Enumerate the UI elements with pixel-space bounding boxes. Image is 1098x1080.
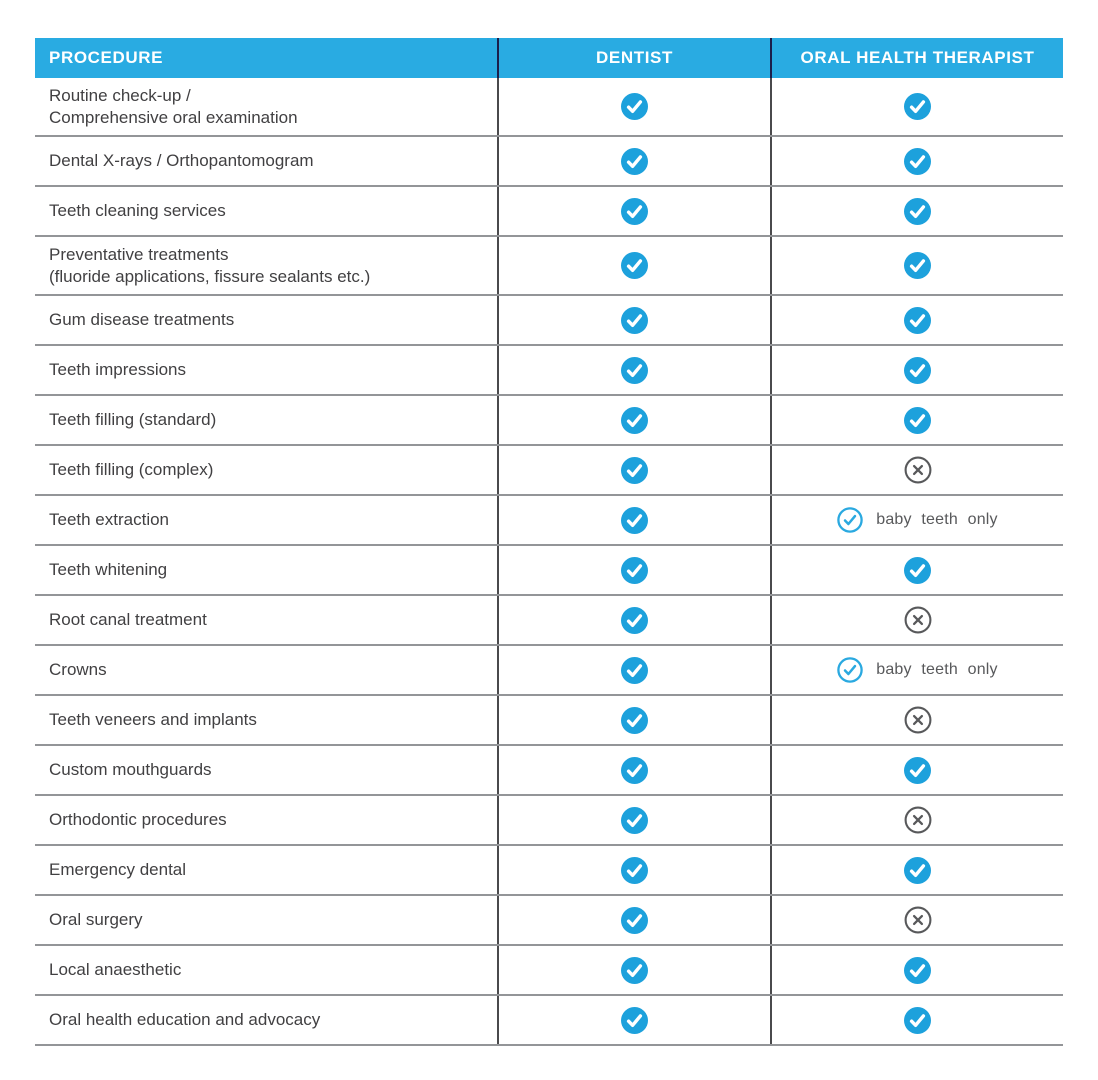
check-circle-filled-icon [621,507,648,534]
check-circle-filled-icon [621,357,648,384]
procedure-cell [35,646,497,694]
check-circle-filled-icon [904,148,931,175]
procedure-label-line: Routine check-up / [49,85,191,105]
procedure-label-line: Dental X-rays / Orthopantomogram [49,151,314,170]
therapist-cell [770,346,1063,394]
therapist-cell [770,137,1063,185]
check-circle-filled-icon [904,1007,931,1034]
table-row [35,896,1063,946]
procedure-cell [35,796,497,844]
check-circle-filled-icon [904,857,931,884]
therapist-cell [770,696,1063,744]
check-circle-filled-icon [904,407,931,434]
table-row [35,746,1063,796]
dentist-cell [497,696,770,744]
therapist-cell [770,746,1063,794]
table-row [35,296,1063,346]
therapist-cell [770,946,1063,994]
check-circle-filled-icon [621,707,648,734]
check-circle-filled-icon [621,252,648,279]
procedure-comparison-table [35,38,1063,1046]
dentist-cell [497,237,770,294]
cross-circle-outline-icon [904,906,932,934]
procedure-label-line: Preventative treatments [49,244,229,264]
procedure-label-line: Teeth whitening [49,560,168,579]
dentist-cell [497,546,770,594]
procedure-cell [35,237,497,294]
therapist-cell [770,296,1063,344]
therapist-cell [770,396,1063,444]
dentist-cell [497,296,770,344]
check-circle-filled-icon [904,198,931,225]
table-row [35,78,1063,137]
therapist-cell [770,78,1063,135]
header-oral-health-therapist: ORAL HEALTH THERAPIST [770,38,1063,78]
table-row [35,346,1063,396]
check-circle-filled-icon [621,1007,648,1034]
check-circle-filled-icon [621,198,648,225]
check-circle-filled-icon [621,607,648,634]
table-row [35,596,1063,646]
dentist-cell [497,646,770,694]
check-circle-filled-icon [904,93,931,120]
therapist-cell [770,796,1063,844]
therapist-cell [770,496,1063,544]
check-circle-filled-icon [621,957,648,984]
header-procedure: PROCEDURE [49,48,164,67]
procedure-label-line: Emergency dental [49,860,187,879]
procedure-cell [35,137,497,185]
procedure-cell [35,296,497,344]
check-circle-filled-icon [621,148,648,175]
check-circle-filled-icon [904,557,931,584]
procedure-label-line: Teeth filling (standard) [49,410,217,429]
cross-circle-outline-icon [904,706,932,734]
procedure-label-line: Custom mouthguards [49,760,212,779]
table-row [35,237,1063,296]
check-circle-filled-icon [621,757,648,784]
therapist-cell [770,846,1063,894]
dentist-cell [497,596,770,644]
cross-circle-outline-icon [904,456,932,484]
table-row [35,796,1063,846]
note-label: baby teeth only [876,661,998,678]
procedure-label-line: Teeth veneers and implants [49,710,257,729]
therapist-cell [770,446,1063,494]
check-circle-filled-icon [621,907,648,934]
check-circle-filled-icon [621,307,648,334]
procedure-label-line: Local anaesthetic [49,960,182,979]
check-circle-filled-icon [621,657,648,684]
table-body [35,78,1063,1046]
check-circle-filled-icon [621,857,648,884]
procedure-cell [35,187,497,235]
dentist-cell [497,846,770,894]
table-row [35,546,1063,596]
dentist-cell [497,396,770,444]
dentist-cell [497,796,770,844]
check-circle-outline-icon [837,507,863,533]
procedure-cell [35,346,497,394]
procedure-cell [35,996,497,1044]
procedure-label-line: Teeth filling (complex) [49,460,214,479]
check-circle-filled-icon [621,407,648,434]
table-row [35,187,1063,237]
procedure-label-line: (fluoride applications, fissure sealants etc.) [49,266,371,286]
procedure-label-line: Teeth cleaning services [49,201,226,220]
dentist-cell [497,446,770,494]
procedure-cell [35,946,497,994]
dentist-cell [497,896,770,944]
procedure-label-line: Gum disease treatments [49,310,235,329]
procedure-cell [35,846,497,894]
table-header-row [35,38,1063,78]
procedure-label-line: Teeth impressions [49,360,187,379]
check-circle-filled-icon [621,457,648,484]
header-dentist: DENTIST [497,38,770,78]
check-circle-filled-icon [621,807,648,834]
table-row [35,396,1063,446]
dentist-cell [497,137,770,185]
dentist-cell [497,78,770,135]
check-circle-filled-icon [904,957,931,984]
procedure-cell [35,446,497,494]
dentist-cell [497,187,770,235]
cross-circle-outline-icon [904,806,932,834]
table-row [35,446,1063,496]
check-circle-filled-icon [904,357,931,384]
table-row [35,846,1063,896]
table-row [35,496,1063,546]
therapist-cell [770,646,1063,694]
therapist-cell [770,546,1063,594]
procedure-label-line: Teeth extraction [49,510,170,529]
dentist-cell [497,996,770,1044]
procedure-label-line: Root canal treatment [49,610,207,629]
therapist-cell [770,237,1063,294]
procedure-label-line: Orthodontic procedures [49,810,227,829]
procedure-label-line: Oral health education and advocacy [49,1010,321,1029]
check-circle-outline-icon [837,657,863,683]
procedure-label-line: Oral surgery [49,910,143,929]
dentist-cell [497,746,770,794]
check-circle-filled-icon [621,93,648,120]
check-circle-filled-icon [904,757,931,784]
dentist-cell [497,346,770,394]
dentist-cell [497,946,770,994]
check-circle-filled-icon [621,557,648,584]
dentist-cell [497,496,770,544]
procedure-label-line: Crowns [49,660,107,679]
cross-circle-outline-icon [904,606,932,634]
therapist-cell [770,896,1063,944]
check-circle-filled-icon [904,252,931,279]
procedure-label-line: Comprehensive oral examination [49,107,298,127]
procedure-cell [35,596,497,644]
therapist-cell [770,187,1063,235]
procedure-cell [35,396,497,444]
table-row [35,946,1063,996]
procedure-cell [35,896,497,944]
procedure-cell [35,496,497,544]
procedure-cell [35,546,497,594]
procedure-cell [35,746,497,794]
table-row [35,646,1063,696]
table-row [35,696,1063,746]
therapist-cell [770,596,1063,644]
procedure-cell [35,696,497,744]
check-circle-filled-icon [904,307,931,334]
therapist-cell [770,996,1063,1044]
table-row [35,137,1063,187]
procedure-cell [35,78,497,135]
note-label: baby teeth only [876,511,998,528]
table-row [35,996,1063,1046]
